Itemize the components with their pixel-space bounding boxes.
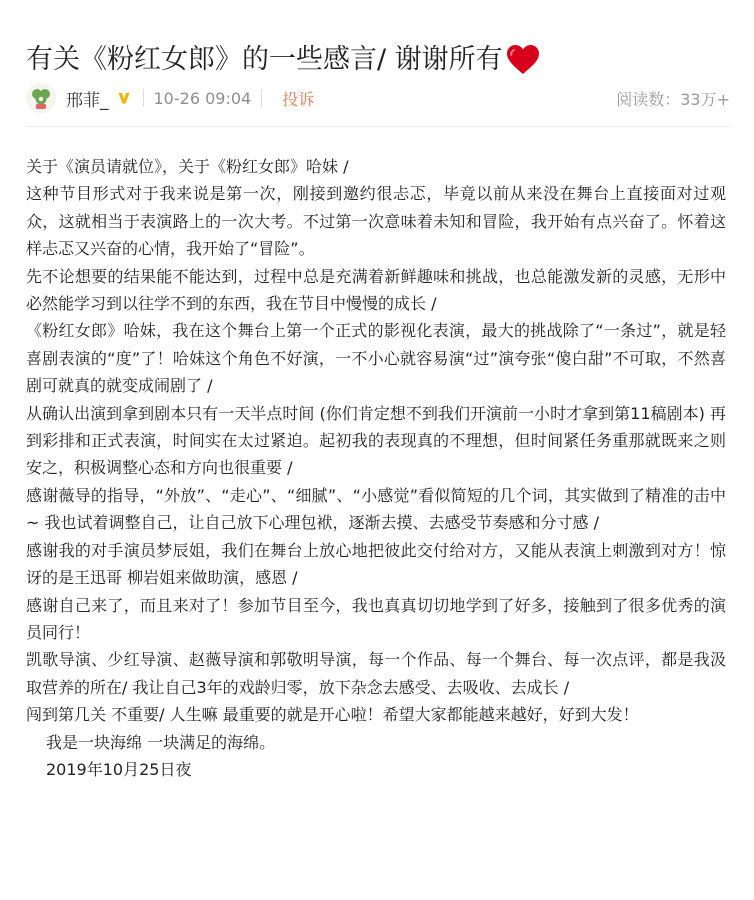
article-paragraph: 从确认出演到拿到剧本只有一天半点时间 (你们肯定想不到我们开演前一小时才拿到第11稿剧本) 再到彩排和正式表演，时间实在太过紧迫。起初我的表现真的不理想，但时间紧任务重那就既来之则安之，积极调整心态和方向也很重要 / <box>26 403 726 478</box>
red-heart-icon <box>505 43 541 77</box>
verified-badge-icon <box>117 91 131 105</box>
avatar[interactable] <box>26 83 56 113</box>
post-time: 10-26 09:04 <box>153 88 252 108</box>
author-name[interactable]: 邢菲_ <box>66 90 109 111</box>
report-link[interactable]: 投诉 <box>282 89 315 109</box>
read-count: 阅读数：33万+ <box>616 89 730 109</box>
article-paragraph: 感谢自己来了，而且来对了！参加节目至今，我也真真切切地学到了好多，接触到了很多优秀的演员同行！ <box>26 595 726 642</box>
article-body <box>26 153 726 783</box>
article-signature: 我是一块海绵 一块满足的海绵。 <box>46 732 276 752</box>
post-title-text: 有关《粉红女郎》的一些感言/ 谢谢所有 <box>26 44 503 76</box>
post-title <box>26 40 736 80</box>
article-paragraph: 关于《演员请就位》，关于《粉红女郎》哈妹 / <box>26 157 349 176</box>
article-paragraph: 先不论想要的结果能不能达到，过程中总是充满着新鲜趣味和挑战，也总能激发新的灵感，无形中必然能学习到以往学不到的东西，我在节目中慢慢的成长 / <box>26 266 726 314</box>
article-paragraph: 《粉红女郎》哈妹，我在这个舞台上第一个正式的影视化表演，最大的挑战除了“一条过”，就是轻喜剧表演的“度”了！哈妹这个角色不好演，一不小心就容易演“过”演夸张“傻白甜”不可取，不然喜剧可就真的就变成闹剧了 / <box>26 321 726 396</box>
post-meta-bar <box>26 82 730 114</box>
article-paragraph: 凯歌导演、少红导演、赵薇导演和郭敬明导演，每一个作品、每一个舞台、每一次点评，都是我汲取营养的所在/ 我让自己3年的戏龄归零，放下杂念去感受、去吸收、去成长 / <box>26 650 726 697</box>
meta-separator <box>261 89 262 107</box>
article-paragraph: 感谢薇导的指导，“外放”、“走心”、“细腻”、“小感觉”看似简短的几个词，其实做到了精准的击中~ 我也试着调整自己，让自己放下心理包袱，逐渐去摸、去感受节奏感和分寸感 / <box>26 485 726 533</box>
article-paragraph: 闯到第几关 不重要/ 人生嘛 最重要的就是开心啦！希望大家都能越来越好，好到大发！ <box>26 705 639 725</box>
meta-separator <box>143 89 144 107</box>
avatar-image <box>26 83 56 113</box>
header-divider <box>26 126 730 127</box>
article-paragraph: 这种节目形式对于我来说是第一次，刚接到邀约很忐忑，毕竟以前从来没在舞台上直接面对过观众，这就相当于表演路上的一次大考。不过第一次意味着未知和冒险，我开始有点兴奋了。怀着这样忐忑又兴奋的心情，我开始了“冒险”。 <box>26 184 726 259</box>
article-date: 2019年10月25日夜 <box>46 759 192 779</box>
article-paragraph: 感谢我的对手演员梦辰姐，我们在舞台上放心地把彼此交付给对方，又能从表演上刺激到对方！惊讶的是王迅哥 柳岩姐来做助演，感恩 / <box>26 540 726 588</box>
